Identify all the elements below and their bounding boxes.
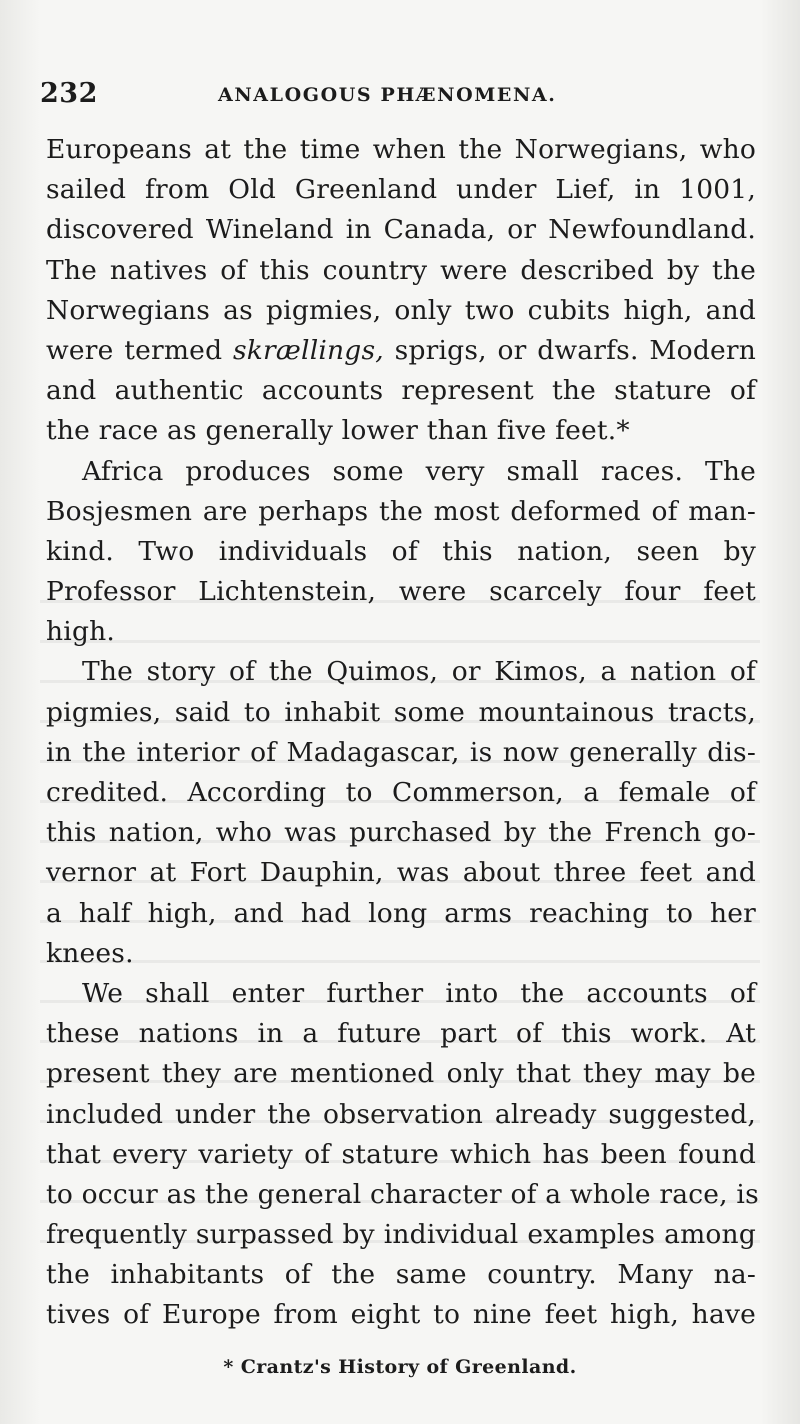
text-line: to occur as the general character of a whole race, is (46, 1178, 759, 1210)
running-head: ANALOGOUS PHÆNOMENA. (218, 84, 557, 106)
text-line: knees. (46, 937, 134, 969)
text-line: the inhabitants of the same country. Many na- (46, 1259, 756, 1291)
text-line: discovered Wineland in Canada, or Newfoundland. (46, 214, 756, 246)
footnote: * Crantz's History of Greenland. (223, 1356, 577, 1378)
text-line: credited. According to Commerson, a female of (46, 777, 756, 808)
text-line: present they are mentioned only that they may be (46, 1058, 756, 1090)
text-line: Europeans at the time when the Norwegians, who (46, 134, 756, 165)
body-text (46, 130, 759, 1336)
text-line: vernor at Fort Dauphin, was about three feet and (46, 857, 756, 889)
text-line: frequently surpassed by individual examples among (46, 1219, 756, 1251)
text-line: The natives of this country were described by the (46, 254, 756, 286)
text-line: high. (46, 616, 115, 648)
text-line: pigmies, said to inhabit some mountainous tracts, (46, 696, 756, 728)
text-line: kind. Two individuals of this nation, seen by (46, 535, 756, 567)
text-line: Norwegians as pigmies, only two cubits high, and (46, 294, 756, 326)
text-line: were termed skrællings, sprigs, or dwarfs. Modern (46, 334, 756, 366)
text-line: and authentic accounts represent the stature of (46, 375, 756, 407)
text-line: these nations in a future part of this work. At (46, 1018, 756, 1050)
text-line: tives of Europe from eight to nine feet high, have (46, 1299, 756, 1331)
text-line: this nation, who was purchased by the French go- (46, 817, 756, 849)
text-line: Africa produces some very small races. The (82, 455, 756, 487)
text-line: We shall enter further into the accounts of (82, 977, 756, 1009)
text-line: The story of the Quimos, or Kimos, a nation of (82, 656, 756, 688)
page-header (40, 78, 760, 114)
text-line: Bosjesmen are perhaps the most deformed of man- (46, 495, 756, 527)
text-line: a half high, and had long arms reaching to her (46, 897, 756, 929)
text-line: Professor Lichtenstein, were scarcely four feet (46, 576, 756, 608)
page-number: 232 (40, 78, 98, 109)
text-line: sailed from Old Greenland under Lief, in 1001, (46, 174, 756, 206)
text-line: the race as generally lower than five feet.* (46, 415, 630, 447)
text-line: in the interior of Madagascar, is now generally dis- (46, 736, 756, 768)
text-line: that every variety of stature which has been found (46, 1138, 756, 1170)
text-line: included under the observation already suggested, (46, 1098, 756, 1130)
